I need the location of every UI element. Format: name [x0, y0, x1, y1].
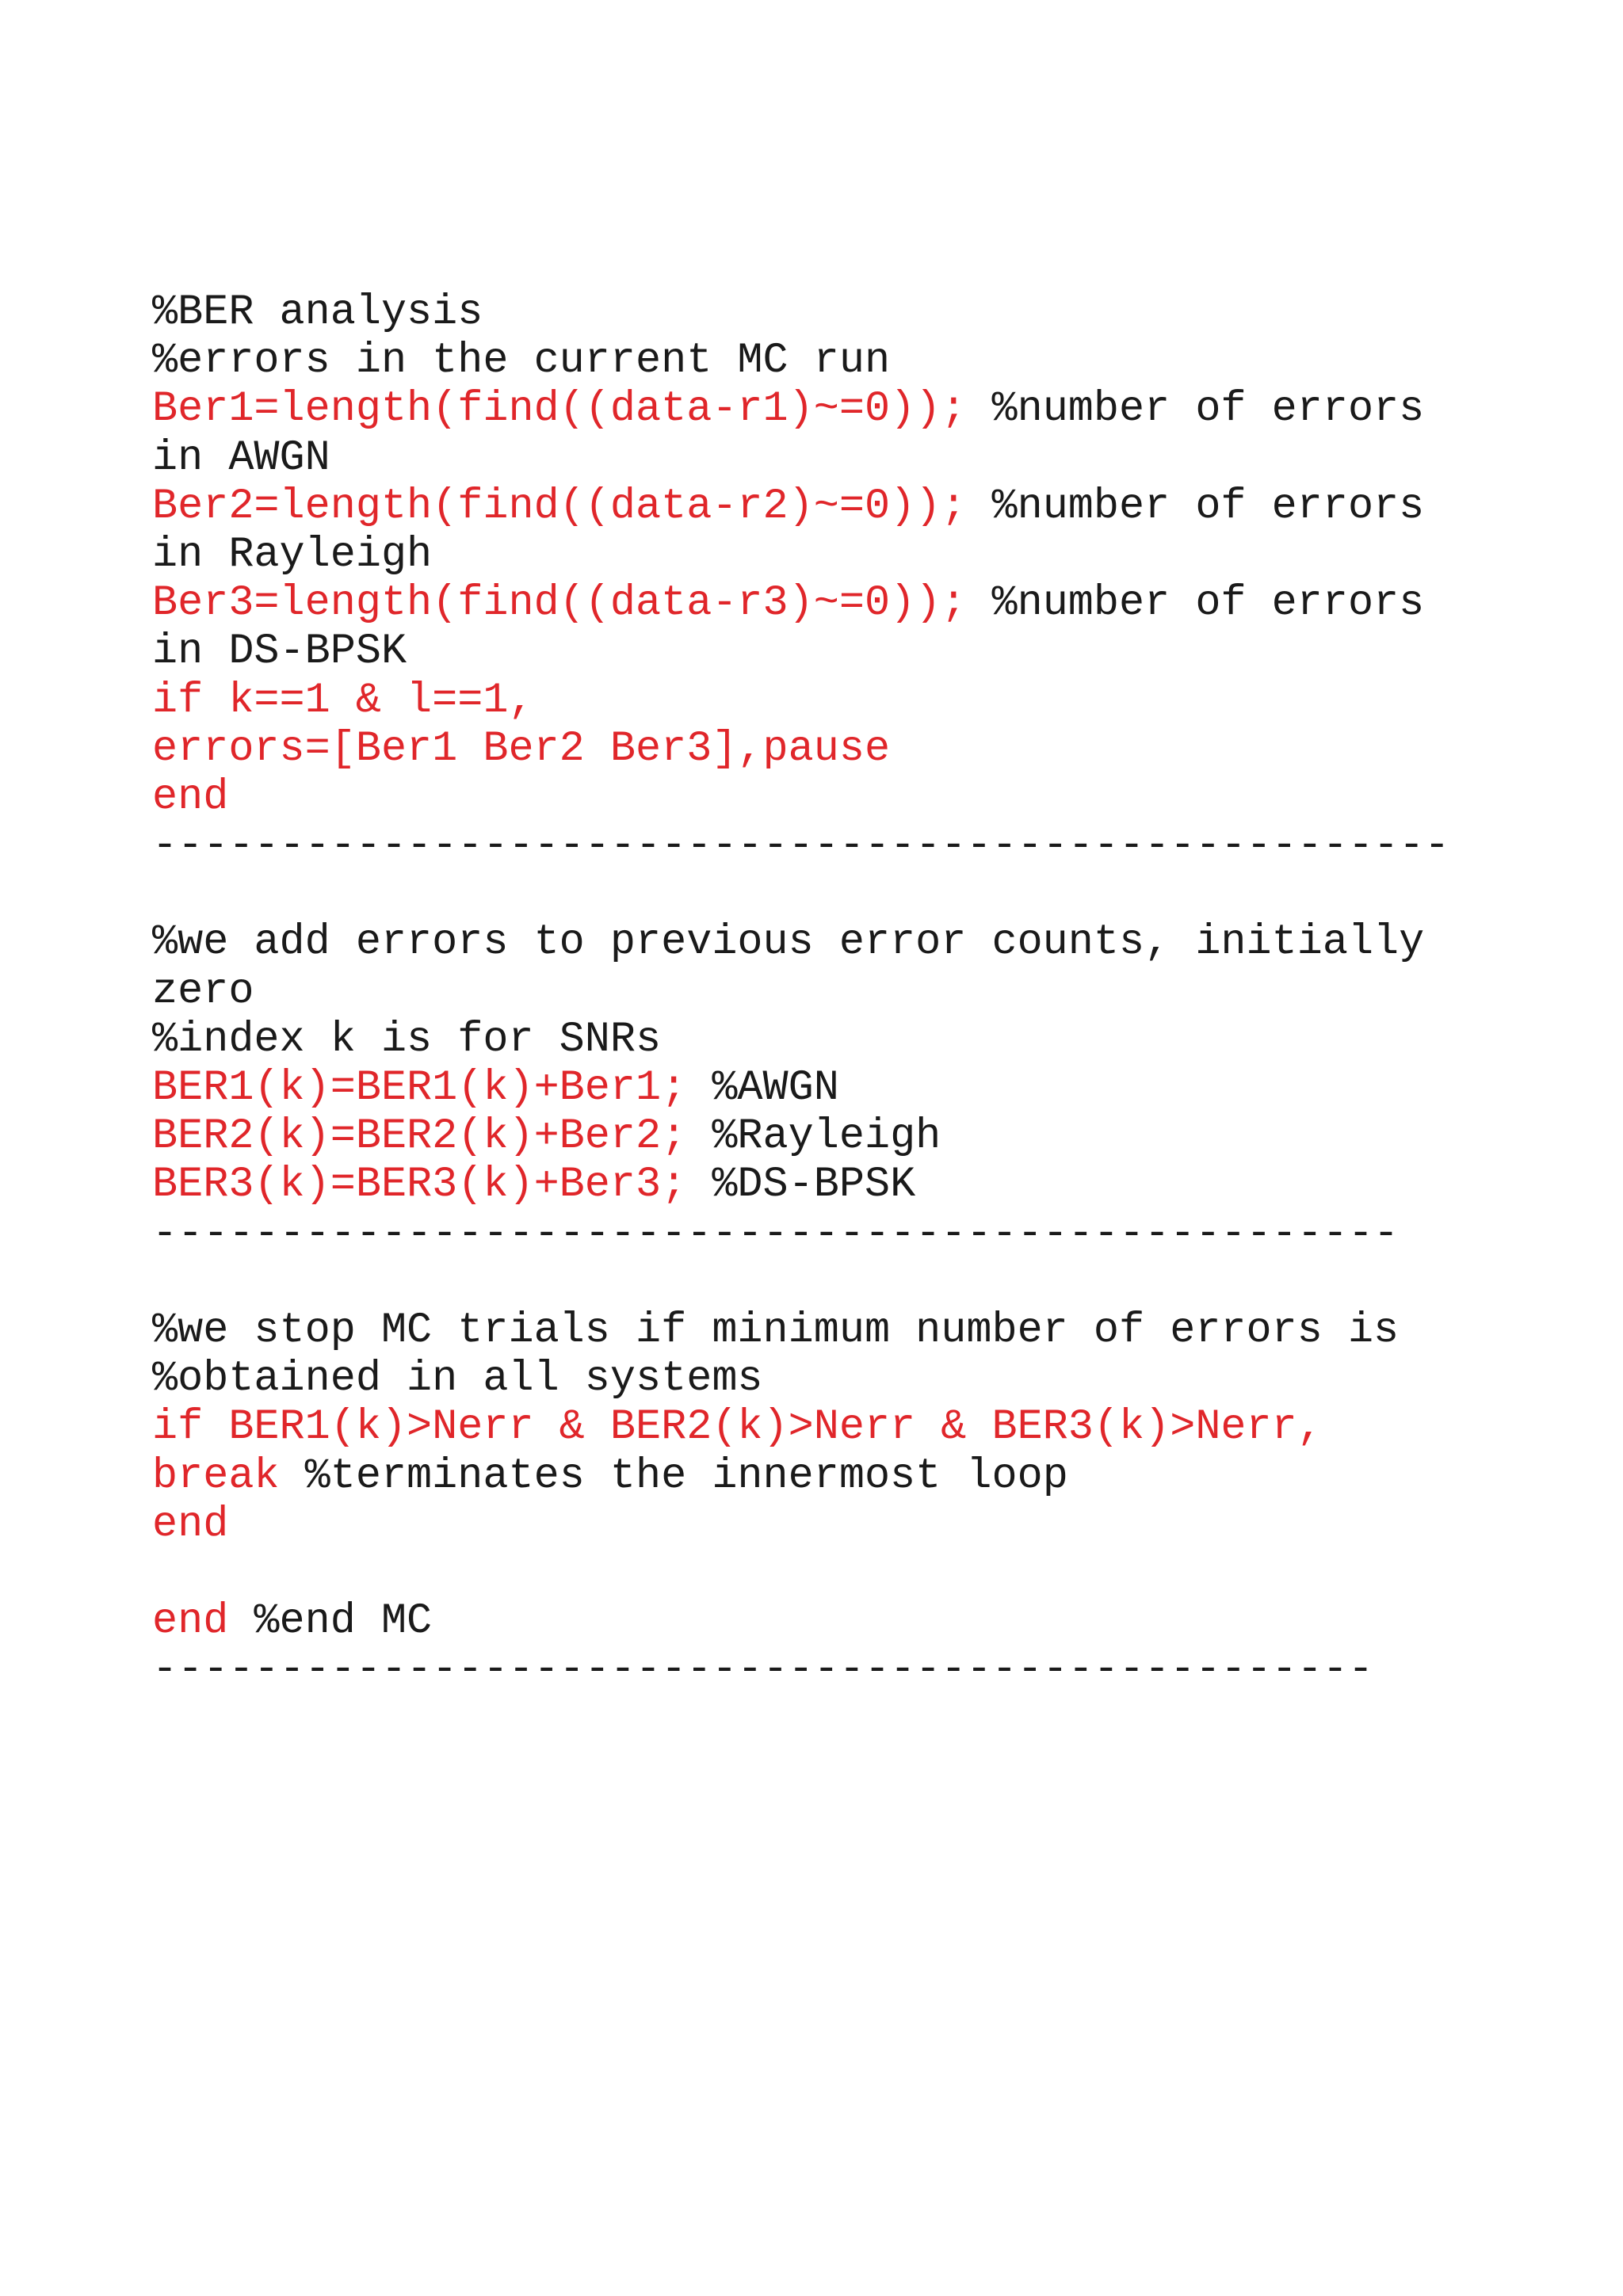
comment-segment: %we add errors to previous error counts, initially — [152, 918, 1425, 967]
blank-line — [152, 870, 1449, 918]
separator-line: ------------------------------------------------ — [152, 1646, 1374, 1695]
code-segment: Ber1=length(find((data-r1)~=0)); — [152, 385, 992, 434]
comment-segment: %DS-BPSK — [712, 1161, 916, 1210]
code-segment: if k==1 & l==1, — [152, 676, 534, 725]
code-line — [152, 773, 1449, 822]
code-line — [152, 434, 1449, 482]
code-line — [152, 385, 1449, 433]
code-segment: break — [152, 1451, 305, 1501]
separator-line: ------------------------------------------------- — [152, 1209, 1400, 1258]
comment-segment: zero — [152, 967, 254, 1016]
comment-segment: in Rayleigh — [152, 530, 433, 579]
comment-segment: %Rayleigh — [712, 1112, 941, 1161]
code-line — [152, 1306, 1449, 1355]
code-segment: end — [152, 772, 229, 822]
code-line — [152, 288, 1449, 337]
code-line — [152, 482, 1449, 531]
code-listing — [152, 288, 1449, 1694]
comment-segment: %number of errors — [991, 579, 1425, 628]
comment-segment: %number of errors — [991, 482, 1425, 531]
comment-segment: in AWGN — [152, 433, 330, 482]
code-line — [152, 1646, 1449, 1694]
code-line — [152, 579, 1449, 627]
code-line — [152, 1403, 1449, 1451]
code-line — [152, 1161, 1449, 1209]
code-line — [152, 1452, 1449, 1501]
separator-line: --------------------------------------------------- — [152, 822, 1450, 871]
code-line — [152, 1355, 1449, 1403]
code-segment: BER2(k)=BER2(k)+Ber2; — [152, 1112, 712, 1161]
blank-line — [152, 1549, 1449, 1597]
code-segment: BER3(k)=BER3(k)+Ber3; — [152, 1161, 712, 1210]
comment-segment: %we stop MC trials if minimum number of errors is — [152, 1306, 1400, 1355]
code-segment: Ber2=length(find((data-r2)~=0)); — [152, 482, 992, 531]
comment-segment: %index k is for SNRs — [152, 1015, 662, 1064]
code-segment: BER1(k)=BER1(k)+Ber1; — [152, 1064, 712, 1112]
code-line — [152, 1016, 1449, 1064]
comment-segment: %obtained in all systems — [152, 1355, 763, 1404]
code-line — [152, 1597, 1449, 1646]
code-line — [152, 725, 1449, 773]
code-line — [152, 337, 1449, 385]
code-line — [152, 1064, 1449, 1112]
code-line — [152, 822, 1449, 870]
comment-segment: %terminates the innermost loop — [304, 1451, 1068, 1501]
code-segment: end — [152, 1597, 254, 1646]
code-line — [152, 1501, 1449, 1549]
comment-segment: %BER analysis — [152, 288, 483, 337]
code-line — [152, 967, 1449, 1016]
comment-segment: in DS-BPSK — [152, 627, 407, 677]
comment-segment: %AWGN — [712, 1064, 839, 1112]
code-line — [152, 1112, 1449, 1161]
comment-segment: %number of errors — [991, 385, 1425, 434]
code-segment: errors=[Ber1 Ber2 Ber3],pause — [152, 724, 891, 773]
code-line — [152, 627, 1449, 676]
code-line — [152, 531, 1449, 579]
code-line — [152, 918, 1449, 967]
code-segment: end — [152, 1500, 229, 1549]
code-line — [152, 1210, 1449, 1258]
code-line — [152, 677, 1449, 725]
code-segment: if BER1(k)>Nerr & BER2(k)>Nerr & BER3(k)>Nerr, — [152, 1403, 1323, 1452]
comment-segment: %errors in the current MC run — [152, 337, 891, 386]
comment-segment: %end MC — [254, 1597, 433, 1646]
code-segment: Ber3=length(find((data-r3)~=0)); — [152, 579, 992, 628]
blank-line — [152, 1258, 1449, 1306]
